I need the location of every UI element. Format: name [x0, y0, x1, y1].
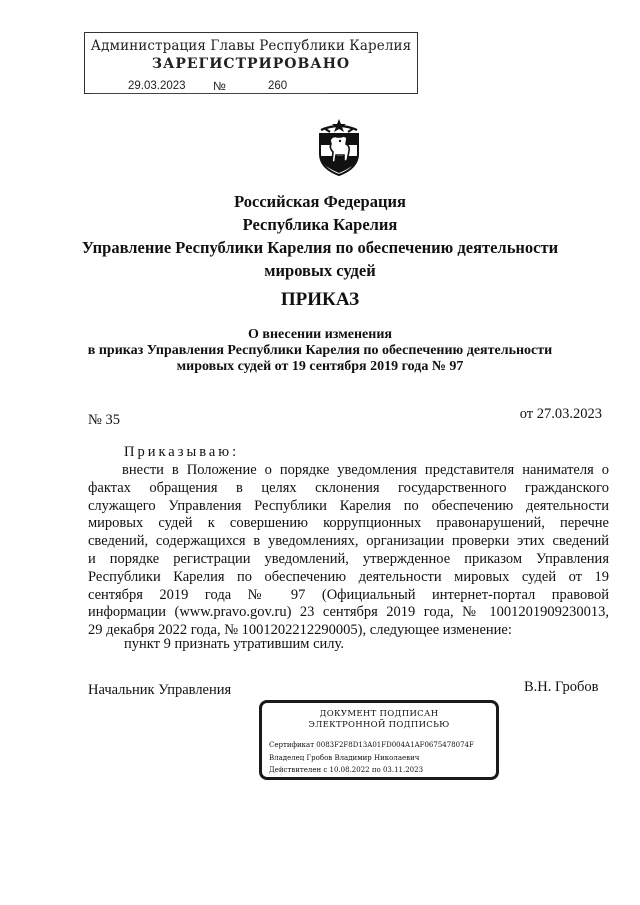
- esig-certificate: Сертификат 0083F2F8D13A01FD004A1AF0675478074F: [269, 741, 474, 749]
- document-type-title: ПРИКАЗ: [280, 289, 360, 310]
- body-line: сведений, содержащихся в уведомлениях, организации проверки этих сведений: [88, 533, 609, 550]
- body-line: фактах обращения в целях склонения государственного гражданского: [88, 479, 609, 496]
- stamp-status: ЗАРЕГИСТРИРОВАНО: [151, 56, 351, 72]
- signatory-name: В.Н. Гробов: [524, 679, 599, 695]
- esig-heading-line2: ЭЛЕКТРОННОЙ ПОДПИСЬЮ: [308, 720, 450, 730]
- federation-heading: Российская Федерация: [234, 192, 406, 211]
- subject-line1: О внесении изменения: [248, 327, 392, 342]
- esig-validity: Действителен с 10.08.2022 по 03.11.2023: [269, 766, 424, 774]
- body-line: и порядке регистрации уведомлений, утвержденное приказом Управления: [88, 550, 609, 567]
- coat-of-arms-icon: [316, 118, 362, 176]
- esig-owner: Владелец Гробов Владимир Николаевич: [269, 754, 420, 762]
- body-line: внести в Положение о порядке уведомления представителя нанимателя о: [122, 462, 609, 478]
- order-item: пункт 9 признать утратившим силу.: [124, 636, 344, 652]
- body-line: 29 декабря 2022 года, № 1001202212290005), следующее изменение:: [88, 622, 512, 639]
- body-line: мировых судей к совершению коррупционных правонарушений, перечне: [88, 515, 609, 532]
- esig-heading-line1: ДОКУМЕНТ ПОДПИСАН: [319, 709, 439, 719]
- stamp-number: 260: [268, 80, 288, 92]
- order-word: Приказываю:: [124, 444, 240, 460]
- republic-heading: Республика Карелия: [242, 215, 398, 234]
- body-line: Республики Карелия по обеспечению деятельности мировых судей от 19: [88, 568, 609, 585]
- order-date: от 27.03.2023: [519, 406, 602, 422]
- agency-heading-line1: Управление Республики Карелия по обеспечению деятельности: [81, 238, 559, 257]
- subject-line2: в приказ Управления Республики Карелия по обеспечению деятельности: [87, 343, 553, 358]
- registration-stamp: [84, 32, 418, 94]
- stamp-date: 29.03.2023: [128, 80, 186, 92]
- order-body: [88, 462, 609, 640]
- stamp-organization: Администрация Главы Республики Карелия: [90, 38, 412, 54]
- body-line: информации (www.pravo.gov.ru) 23 сентября 2019 года, № 1001201909230013,: [88, 604, 609, 621]
- electronic-signature-stamp: [259, 700, 499, 780]
- stamp-underline: [91, 93, 327, 94]
- stamp-number-label: №: [213, 79, 226, 93]
- subject-line3: мировых судей от 19 сентября 2019 года № 97: [176, 359, 464, 374]
- body-line: служащего Управления Республики Карелия по обеспечению деятельности: [88, 497, 609, 514]
- body-line: сентября 2019 года № 97 (Официальный интернет-портал правовой: [88, 586, 609, 603]
- signatory-title: Начальник Управления: [88, 682, 232, 698]
- agency-heading-line2: мировых судей: [264, 261, 376, 280]
- order-number: № 35: [88, 412, 120, 428]
